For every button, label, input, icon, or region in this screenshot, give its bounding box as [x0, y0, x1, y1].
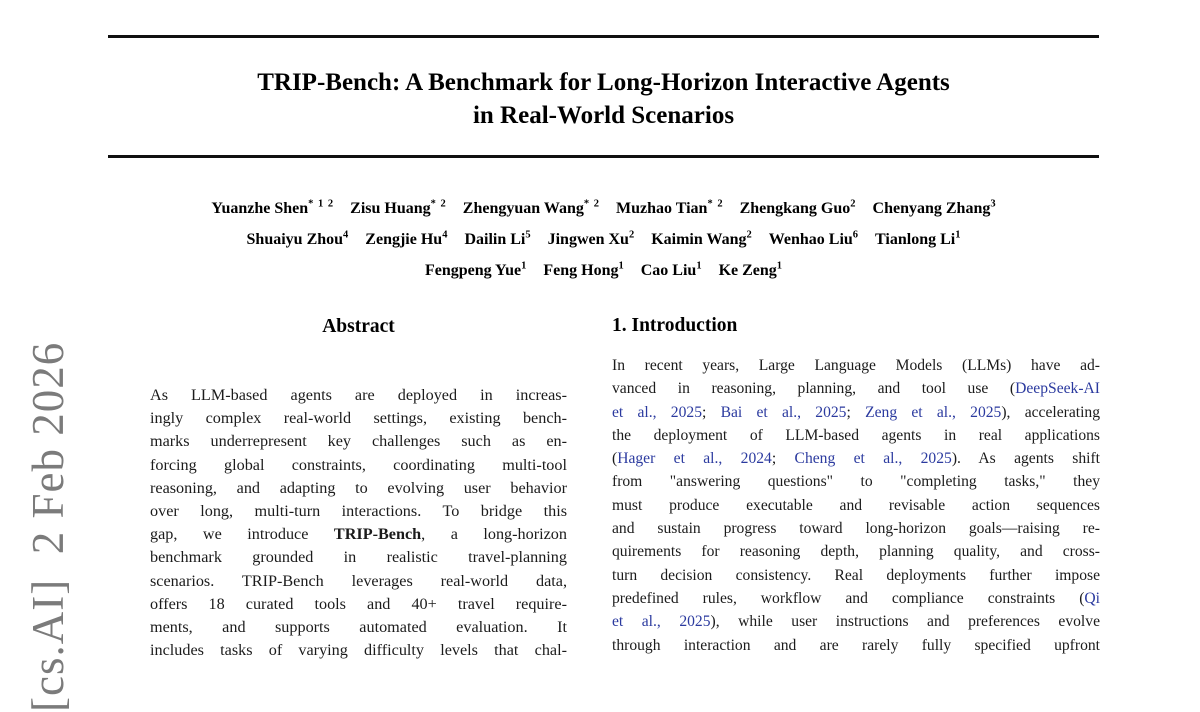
author-name: Kaimin Wang [651, 231, 747, 249]
introduction-line [612, 587, 1100, 610]
text-run: ), while user instructions and preferences evolve [710, 613, 1100, 631]
text-run: predefined rules, workflow and compliance constraints ( [612, 589, 1085, 607]
author-affiliation-superscript: 1 [696, 260, 703, 272]
text-run: benchmark grounded in realistic travel-planning [150, 548, 567, 567]
introduction-line [612, 447, 1100, 470]
author-affiliation-superscript: 3 [990, 199, 997, 210]
text-run: ; [771, 450, 795, 468]
author-affiliation-superscript: 4 [343, 229, 350, 241]
author-affiliation-superscript: 1 [776, 260, 784, 272]
text-run: the deployment of LLM-based agents in real applications [612, 426, 1100, 444]
text-run: ; [702, 403, 721, 421]
author-name: Wenhao Liu [768, 231, 853, 249]
author-name: Jingwen Xu [547, 231, 629, 249]
abstract-paragraph [150, 384, 567, 662]
author-entry [425, 262, 527, 279]
text-run: reasoning, and adapting to evolving user behavior [150, 478, 567, 497]
arxiv-stamp: [cs.AI] 2 Feb 2026 [23, 341, 73, 712]
paper-title-line-1: TRIP-Bench: A Benchmark for Long-Horizon Interactive Agents [257, 69, 950, 96]
author-entry [616, 200, 724, 217]
abstract-line [150, 477, 567, 500]
text-run: turn decision consistency. Real deployments further impose [612, 566, 1100, 584]
abstract-line [150, 639, 567, 662]
paper-title-line-2: in Real-World Scenarios [472, 102, 735, 129]
text-run: through interaction and are rarely fully specified upfront [612, 636, 1100, 654]
text-run: from "answering questions" to "completing tasks," they [612, 473, 1100, 491]
author-row [100, 223, 1108, 254]
citation-link[interactable]: Bai et al., 2025 [720, 403, 847, 421]
citation-link[interactable]: Hager et al., 2024 [617, 450, 772, 468]
author-entry [740, 200, 857, 217]
author-entry [548, 231, 636, 248]
author-name: Chenyang Zhang [872, 200, 991, 218]
author-entry [651, 231, 753, 248]
author-entry [464, 231, 531, 248]
text-run: marks underrepresent key challenges such as en- [150, 432, 567, 451]
introduction-paragraph [612, 354, 1100, 657]
introduction-line [612, 354, 1100, 377]
text-run: ments, and supports automated evaluation. It [150, 618, 567, 637]
introduction-line [612, 377, 1100, 400]
text-run: includes tasks of varying difficulty levels that chal- [150, 641, 567, 660]
author-affiliation-superscript: * 1 2 [308, 199, 335, 210]
citation-link[interactable]: Zeng et al., 2025 [865, 403, 1002, 421]
introduction-line [612, 517, 1100, 540]
author-entry [543, 262, 624, 279]
text-run: quirements for reasoning depth, planning quality, and cross- [612, 543, 1100, 561]
author-entry [873, 200, 997, 217]
author-affiliation-superscript: 1 [618, 260, 625, 272]
citation-link[interactable]: DeepSeek-AI [1015, 380, 1100, 398]
introduction-line [612, 634, 1100, 657]
author-affiliation-superscript: 5 [525, 229, 532, 241]
author-affiliation-superscript: 6 [852, 229, 860, 241]
abstract-line [150, 454, 567, 477]
abstract-line [150, 407, 567, 430]
abstract-line [150, 546, 567, 569]
author-name: Feng Hong [543, 261, 619, 279]
citation-link[interactable]: Cheng et al., 2025 [794, 450, 952, 468]
author-affiliation-superscript: 2 [746, 229, 753, 241]
author-entry [247, 231, 350, 248]
text-run: ), accelerating [1001, 403, 1101, 421]
author-affiliation-superscript: * 2 [583, 199, 600, 210]
text-run: ). As agents shift [951, 450, 1100, 468]
text-run: In recent years, Large Language Models (LLMs) have ad- [612, 357, 1100, 374]
abstract-line [150, 500, 567, 523]
text-run: gap, we introduce [150, 525, 334, 544]
author-entry [769, 231, 859, 248]
author-entry [641, 262, 703, 279]
abstract-line [150, 384, 567, 407]
text-run: ; [846, 403, 866, 421]
author-name: Zisu Huang [350, 200, 431, 218]
author-entry [211, 200, 334, 217]
author-name: Yuanzhe Shen [211, 200, 309, 218]
author-name: Muzhao Tian [616, 200, 708, 218]
author-entry [875, 231, 961, 248]
abstract-line [150, 523, 567, 546]
introduction-line [612, 424, 1100, 447]
introduction-heading: 1. Introduction [612, 315, 738, 336]
introduction-line [612, 610, 1100, 633]
author-affiliation-superscript: * 2 [707, 199, 724, 210]
citation-link[interactable]: et al., 2025 [612, 403, 702, 421]
author-row [100, 192, 1108, 223]
introduction-line [612, 494, 1100, 517]
text-run: must produce executable and revisable action sequences [612, 496, 1100, 514]
author-affiliation-superscript: 2 [628, 229, 636, 241]
author-name: Zengjie Hu [365, 231, 443, 249]
author-entry [365, 231, 448, 248]
abstract-line [150, 616, 567, 639]
author-name: Tianlong Li [875, 231, 956, 249]
text-run: ingly complex real-world settings, existing bench- [150, 409, 567, 428]
abstract-line [150, 593, 567, 616]
abstract-line [150, 430, 567, 453]
author-affiliation-superscript: 2 [850, 199, 857, 210]
text-run: forcing global constraints, coordinating multi-tool [150, 455, 567, 474]
text-run: ( [612, 450, 618, 468]
citation-link[interactable]: Qi [1084, 589, 1100, 607]
author-affiliation-superscript: 1 [521, 260, 528, 272]
author-affiliation-superscript: 4 [442, 229, 449, 241]
author-entry [463, 200, 600, 217]
author-affiliation-superscript: * 2 [430, 199, 447, 210]
text-run: offers 18 curated tools and 40+ travel require- [150, 594, 567, 613]
author-affiliation-superscript: 1 [955, 229, 962, 241]
introduction-line [612, 470, 1100, 493]
author-name: Cao Liu [640, 261, 697, 279]
text-run: over long, multi-turn interactions. To bridge this [150, 502, 567, 521]
introduction-line [612, 540, 1100, 563]
author-name: Shuaiyu Zhou [246, 231, 344, 249]
author-entry [719, 262, 783, 279]
text-run: vanced in reasoning, planning, and tool use ( [612, 380, 1016, 398]
citation-link[interactable]: et al., 2025 [612, 613, 711, 631]
text-run: , a long-horizon [421, 525, 567, 544]
abstract-heading: Abstract [322, 316, 395, 337]
abstract-line [150, 570, 567, 593]
author-row [100, 254, 1108, 285]
author-name: Zhengyuan Wang [462, 200, 584, 218]
author-name: Ke Zeng [718, 261, 777, 279]
author-name: Zhengkang Guo [739, 200, 851, 218]
introduction-line [612, 401, 1100, 424]
introduction-line [612, 564, 1100, 587]
text-run: TRIP-Bench [333, 525, 422, 544]
paper-title [108, 66, 1099, 132]
author-name: Fengpeng Yue [424, 261, 522, 279]
top-rule [108, 35, 1099, 38]
author-entry [350, 200, 447, 217]
author-name: Dailin Li [464, 231, 526, 249]
title-rule [108, 155, 1099, 158]
text-run: As LLM-based agents are deployed in increas- [150, 386, 567, 404]
text-run: and sustain progress toward long-horizon goals—raising re- [612, 520, 1100, 538]
author-block [100, 192, 1108, 284]
text-run: scenarios. TRIP-Bench leverages real-world data, [150, 571, 567, 590]
